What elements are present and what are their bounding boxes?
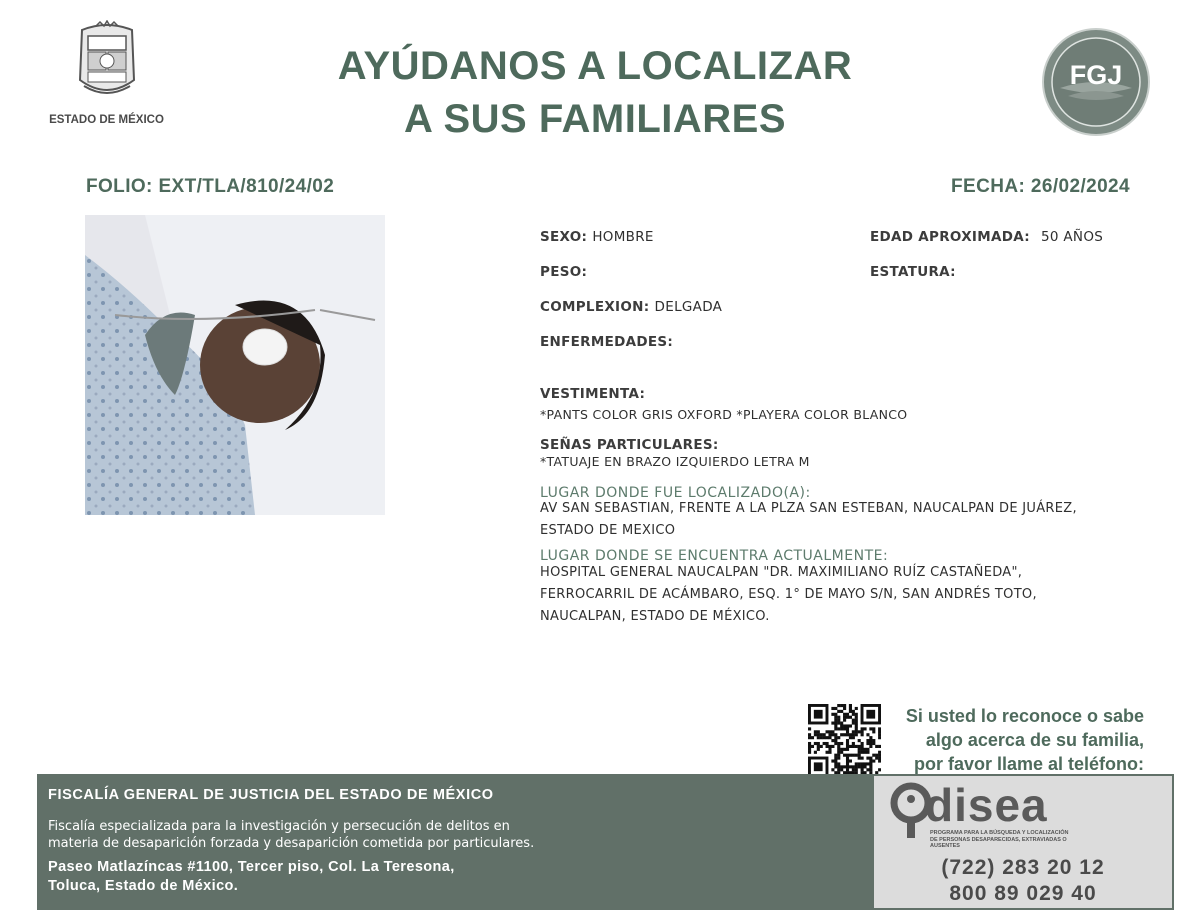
enfermedades-label: ENFERMEDADES: [540,334,674,350]
odisea-subtitle-line-2: DE PERSONAS DESAPARECIDAS, EXTRAVIADAS O [930,836,1067,843]
peso-label: PESO: [540,264,588,280]
sexo-value: HOMBRE [592,229,654,245]
coat-of-arms-icon [74,20,140,102]
estatura-label: ESTATURA: [870,264,956,280]
complexion-label: COMPLEXION: [540,299,650,315]
odisea-subtitle-line-3: AUSENTES [930,843,960,849]
phone-number-1[interactable]: (722) 283 20 12 [941,856,1105,879]
sexo-label: SEXO: [540,229,588,245]
estado-de-mexico-caption: ESTADO DE MÉXICO [49,114,164,126]
estado-de-mexico-logo [44,20,169,132]
lugar-actual-line-3: NAUCALPAN, ESTADO DE MÉXICO. [540,609,770,624]
edad-row [870,226,1103,245]
footer-desc-line-2: materia de desaparición forzada y desaparición cometida por particulares. [48,836,535,851]
lugar-actual-label: LUGAR DONDE SE ENCUENTRA ACTUALMENTE: [540,548,889,564]
fgj-logo [1040,26,1152,138]
contact-line-1: Si usted lo reconoce o sabe [905,706,1144,726]
edad-label: EDAD APROXIMADA: [870,229,1030,245]
phone-number-2[interactable]: 800 89 029 40 [949,882,1097,905]
footer-desc-line-1: Fiscalía especializada para la investigación y persecución de delitos en [48,819,510,834]
lugar-localizado-line-1: AV SAN SEBASTIAN, FRENTE A LA PLZA SAN ESTEBAN, NAUCALPAN DE JUÁREZ, [540,501,1077,516]
fecha: FECHA: 26/02/2024 [951,176,1130,197]
footer-addr-line-2: Toluca, Estado de México. [48,878,239,894]
footer-addr-line-1: Paseo Matlazíncas #1100, Tercer piso, Col. La Teresona, [48,859,455,875]
title-line-1: AYÚDANOS A LOCALIZAR [337,44,853,88]
senas-label: SEÑAS PARTICULARES: [540,437,719,453]
odisea-subtitle-line-1: PROGRAMA PARA LA BÚSQUEDA Y LOCALIZACIÓN [930,830,1069,836]
footer-address [48,858,648,896]
contact-message [878,704,1144,776]
odisea-subtitle [930,830,1100,850]
folio: FOLIO: EXT/TLA/810/24/02 [86,176,335,197]
title-line-2: A SUS FAMILIARES [403,97,787,141]
complexion-row [540,296,722,315]
enfermedades-row [540,331,673,350]
footer-organization: FISCALÍA GENERAL DE JUSTICIA DEL ESTADO DE MÉXICO [48,787,494,803]
contact-line-2: algo acerca de su familia, [925,730,1144,750]
vestimenta-label: VESTIMENTA: [540,386,646,402]
estatura-row [870,261,956,280]
lugar-localizado-label: LUGAR DONDE FUE LOCALIZADO(A): [540,485,811,501]
footer-description [48,818,648,852]
qr-code[interactable] [808,704,881,777]
senas-value: *TATUAJE EN BRAZO IZQUIERDO LETRA M [540,454,810,469]
peso-row [540,261,587,280]
lugar-actual-line-2: FERROCARRIL DE ACÁMBARO, ESQ. 1° DE MAYO S/N, SAN ANDRÉS TOTO, [540,587,1037,602]
page-title [240,40,950,146]
lugar-actual-line-1: HOSPITAL GENERAL NAUCALPAN "DR. MAXIMILIANO RUÍZ CASTAÑEDA", [540,565,1023,580]
fgj-seal-icon [1040,26,1152,138]
lugar-localizado-line-2: ESTADO DE MEXICO [540,523,676,538]
vestimenta-value: *PANTS COLOR GRIS OXFORD *PLAYERA COLOR BLANCO [540,407,908,422]
edad-value: 50 AÑOS [1041,229,1104,245]
fgj-logo-text: FGJ [1069,60,1123,90]
photo-image [85,215,385,515]
contact-line-3: por favor llame al teléfono: [913,754,1144,774]
qr-code-icon [808,704,881,777]
sexo-row [540,226,654,245]
complexion-value: DELGADA [654,299,723,315]
odisea-logo-text: disea [925,779,1048,831]
person-photo [85,215,385,515]
